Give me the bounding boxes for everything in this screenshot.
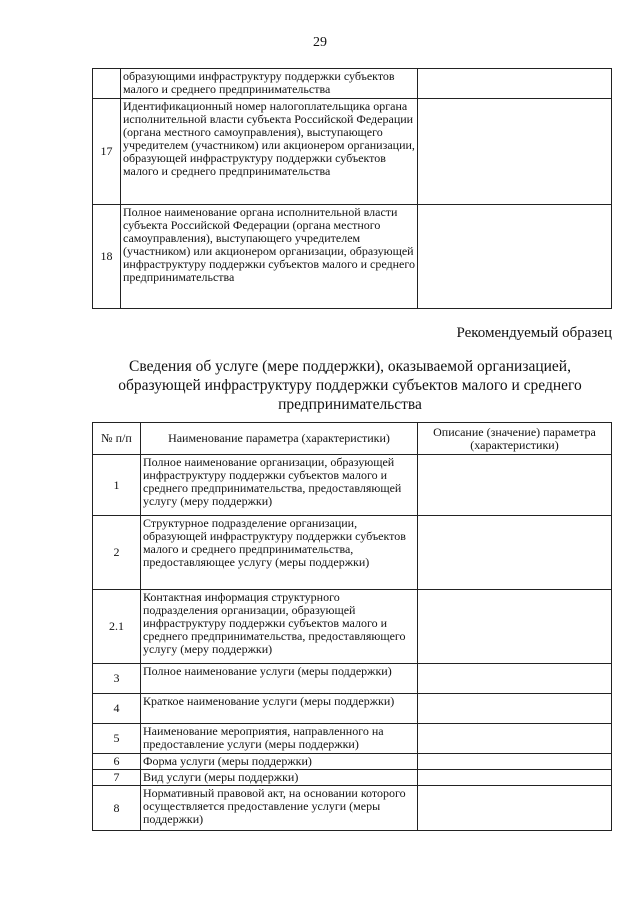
row-text: Нормативный правовой акт, на основании которого осуществляется предоставление услуги (меры поддержки) — [141, 786, 418, 831]
row-number: 3 — [93, 664, 141, 694]
row-text: Краткое наименование услуги (меры поддержки) — [141, 694, 418, 724]
row-value[interactable] — [418, 516, 612, 590]
row-value[interactable] — [418, 724, 612, 754]
row-number: 2.1 — [93, 590, 141, 664]
table-row — [93, 786, 612, 831]
page-number: 29 — [313, 35, 327, 50]
row-value[interactable] — [418, 99, 612, 205]
row-text: Вид услуги (меры поддержки) — [141, 770, 418, 786]
row-number: 4 — [93, 694, 141, 724]
table-row — [93, 694, 612, 724]
form-title: Сведения об услуге (мере поддержки), оказываемой организацией, образующей инфраструктуру поддержки субъектов малого и среднего предпринимательства — [118, 358, 582, 413]
table-row — [93, 664, 612, 694]
row-value[interactable] — [418, 754, 612, 770]
table-row — [93, 770, 612, 786]
row-number — [93, 69, 121, 99]
table-row — [93, 516, 612, 590]
row-number: 2 — [93, 516, 141, 590]
header-num: № п/п — [93, 423, 141, 455]
recommended-sample-label: Рекомендуемый образец — [456, 325, 612, 341]
table-row — [93, 590, 612, 664]
row-value[interactable] — [418, 694, 612, 724]
row-value[interactable] — [418, 786, 612, 831]
row-number: 17 — [93, 99, 121, 205]
row-text: Наименование мероприятия, направленного на предоставление услуги (меры поддержки) — [141, 724, 418, 754]
table-row — [93, 754, 612, 770]
table-row — [93, 205, 612, 309]
table-row — [93, 455, 612, 516]
row-text: образующими инфраструктуру поддержки субъектов малого и среднего предпринимательства — [121, 69, 418, 99]
row-number: 18 — [93, 205, 121, 309]
table-row — [93, 724, 612, 754]
row-text: Форма услуги (меры поддержки) — [141, 754, 418, 770]
row-text: Контактная информация структурного подразделения организации, образующей инфраструктуру поддержки субъектов малого и среднего предпринимательства, предоставляющего услугу (меру поддержки) — [141, 590, 418, 664]
row-text: Идентификационный номер налогоплательщика органа исполнительной власти субъекта Российской Федерации (органа местного самоуправления), выступающего учредителем (участником) или акционером организации, образующей инфраструктуру поддержки субъектов малого и среднего предпринимательства — [121, 99, 418, 205]
row-value[interactable] — [418, 664, 612, 694]
row-number: 7 — [93, 770, 141, 786]
row-value[interactable] — [418, 205, 612, 309]
row-value[interactable] — [418, 455, 612, 516]
table-row — [93, 99, 612, 205]
header-desc: Описание (значение) параметра (характеристики) — [418, 423, 612, 455]
row-text: Полное наименование организации, образующей инфраструктуру поддержки субъектов малого и среднего предпринимательства, предоставляющей услугу (меру поддержки) — [141, 455, 418, 516]
row-value[interactable] — [418, 590, 612, 664]
main-table — [92, 422, 612, 831]
top-table — [92, 68, 612, 309]
row-value[interactable] — [418, 770, 612, 786]
row-text: Полное наименование органа исполнительной власти субъекта Российской Федерации (органа местного самоуправления), выступающего учредителем (участником) или акционером организации, образующей инфраструктуру поддержки субъектов малого и среднего предпринимательства — [121, 205, 418, 309]
table-row — [93, 69, 612, 99]
header-name: Наименование параметра (характеристики) — [141, 423, 418, 455]
row-number: 6 — [93, 754, 141, 770]
table-header-row — [93, 423, 612, 455]
row-value[interactable] — [418, 69, 612, 99]
row-number: 1 — [93, 455, 141, 516]
row-number: 8 — [93, 786, 141, 831]
row-text: Полное наименование услуги (меры поддержки) — [141, 664, 418, 694]
row-number: 5 — [93, 724, 141, 754]
row-text: Структурное подразделение организации, образующей инфраструктуру поддержки субъектов малого и среднего предпринимательства, предоставляющее услугу (меры поддержки) — [141, 516, 418, 590]
